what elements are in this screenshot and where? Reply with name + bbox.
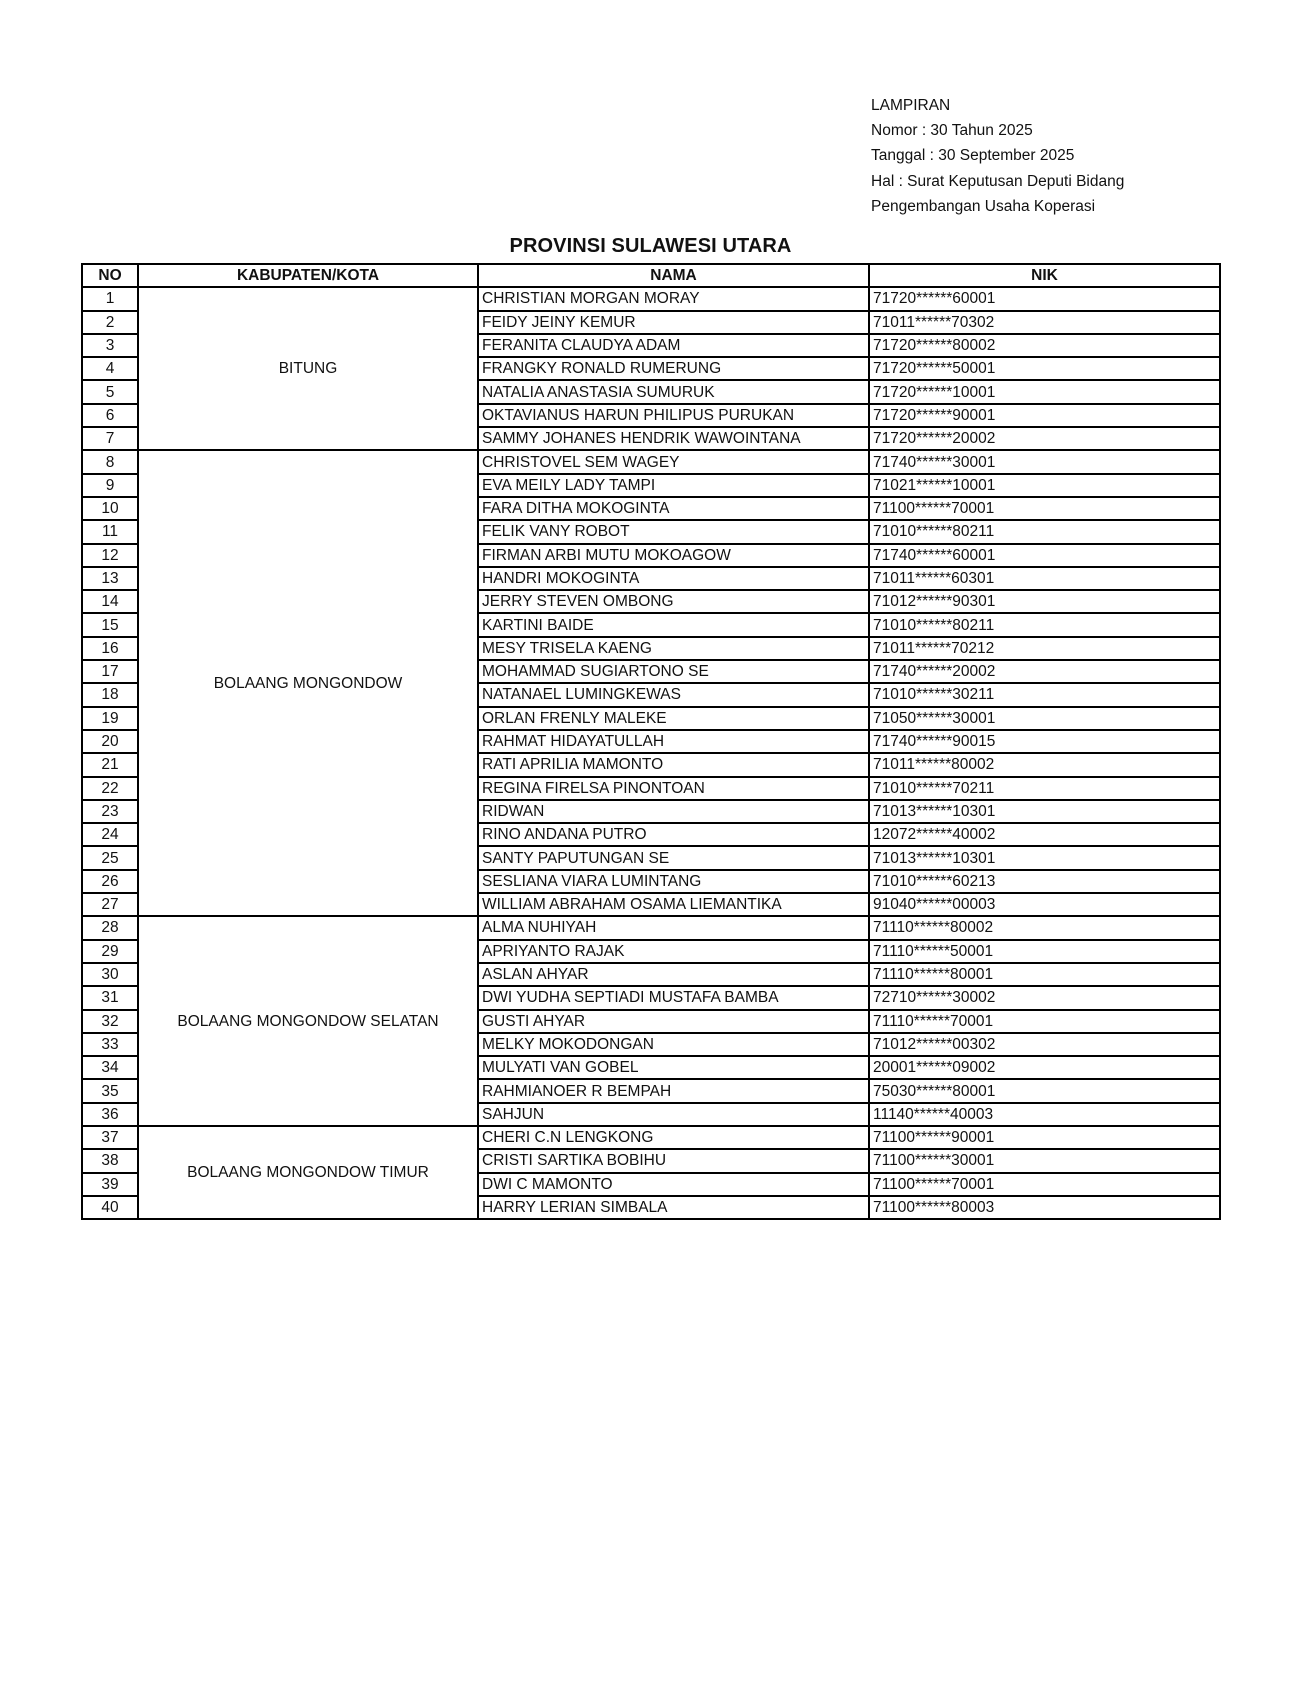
nik-cell: 71110******50001	[869, 940, 1220, 963]
nik-cell: 71010******80211	[869, 613, 1220, 636]
nik-cell: 71720******20002	[869, 427, 1220, 450]
nama-cell: NATANAEL LUMINGKEWAS	[478, 683, 869, 706]
nik-cell: 71100******90001	[869, 1126, 1220, 1149]
row-number: 40	[82, 1196, 138, 1219]
row-number: 39	[82, 1173, 138, 1196]
nama-cell: DWI C MAMONTO	[478, 1173, 869, 1196]
nik-cell: 71740******30001	[869, 450, 1220, 473]
nama-cell: JERRY STEVEN OMBONG	[478, 590, 869, 613]
nik-cell: 11140******40003	[869, 1103, 1220, 1126]
nik-cell: 71021******10001	[869, 474, 1220, 497]
row-number: 12	[82, 544, 138, 567]
nama-cell: FERANITA CLAUDYA ADAM	[478, 334, 869, 357]
row-number: 23	[82, 800, 138, 823]
nama-cell: DWI YUDHA SEPTIADI MUSTAFA BAMBA	[478, 986, 869, 1009]
row-number: 14	[82, 590, 138, 613]
row-number: 37	[82, 1126, 138, 1149]
header-no: NO	[82, 264, 138, 287]
nama-cell: NATALIA ANASTASIA SUMURUK	[478, 380, 869, 403]
nik-cell: 71013******10301	[869, 800, 1220, 823]
province-title: PROVINSI SULAWESI UTARA	[509, 235, 792, 257]
nik-cell: 71100******70001	[869, 497, 1220, 520]
nama-cell: MESY TRISELA KAENG	[478, 637, 869, 660]
row-number: 26	[82, 870, 138, 893]
nik-cell: 71013******10301	[869, 846, 1220, 869]
nik-cell: 71011******70212	[869, 637, 1220, 660]
row-number: 31	[82, 986, 138, 1009]
nama-cell: KARTINI BAIDE	[478, 613, 869, 636]
row-number: 38	[82, 1149, 138, 1172]
table-row	[82, 450, 1220, 473]
row-number: 9	[82, 474, 138, 497]
nama-cell: RAHMAT HIDAYATULLAH	[478, 730, 869, 753]
kabupaten-cell: BOLAANG MONGONDOW SELATAN	[138, 916, 478, 1126]
row-number: 18	[82, 683, 138, 706]
row-number: 4	[82, 357, 138, 380]
table-body	[82, 287, 1220, 1219]
nik-cell: 71720******10001	[869, 380, 1220, 403]
nama-cell: CHERI C.N LENGKONG	[478, 1126, 869, 1149]
row-number: 24	[82, 823, 138, 846]
row-number: 2	[82, 311, 138, 334]
row-number: 5	[82, 380, 138, 403]
header-nama: NAMA	[478, 264, 869, 287]
nama-cell: EVA MEILY LADY TAMPI	[478, 474, 869, 497]
row-number: 27	[82, 893, 138, 916]
nama-cell: FELIK VANY ROBOT	[478, 520, 869, 543]
nik-cell: 71720******90001	[869, 404, 1220, 427]
row-number: 3	[82, 334, 138, 357]
nik-cell: 71011******70302	[869, 311, 1220, 334]
table-header-row	[82, 264, 1220, 287]
nik-cell: 71110******80001	[869, 963, 1220, 986]
recipient-table	[81, 263, 1221, 1220]
kabupaten-cell: BITUNG	[138, 287, 478, 450]
row-number: 28	[82, 916, 138, 939]
nama-cell: FIRMAN ARBI MUTU MOKOAGOW	[478, 544, 869, 567]
nama-cell: REGINA FIRELSA PINONTOAN	[478, 777, 869, 800]
nama-cell: MULYATI VAN GOBEL	[478, 1056, 869, 1079]
row-number: 17	[82, 660, 138, 683]
row-number: 25	[82, 846, 138, 869]
nomor-line: Nomor : 30 Tahun 2025	[871, 122, 1033, 140]
row-number: 11	[82, 520, 138, 543]
page-title	[0, 235, 1301, 258]
nama-cell: RAHMIANOER R BEMPAH	[478, 1079, 869, 1102]
nik-cell: 71010******70211	[869, 777, 1220, 800]
nama-cell: WILLIAM ABRAHAM OSAMA LIEMANTIKA	[478, 893, 869, 916]
nama-cell: APRIYANTO RAJAK	[478, 940, 869, 963]
nik-cell: 71740******60001	[869, 544, 1220, 567]
nama-cell: ORLAN FRENLY MALEKE	[478, 707, 869, 730]
nik-cell: 71720******50001	[869, 357, 1220, 380]
nik-cell: 71720******80002	[869, 334, 1220, 357]
nik-cell: 71012******00302	[869, 1033, 1220, 1056]
row-number: 30	[82, 963, 138, 986]
nama-cell: SESLIANA VIARA LUMINTANG	[478, 870, 869, 893]
nik-cell: 20001******09002	[869, 1056, 1220, 1079]
nik-cell: 71100******80003	[869, 1196, 1220, 1219]
nama-cell: SANTY PAPUTUNGAN SE	[478, 846, 869, 869]
nik-cell: 71740******20002	[869, 660, 1220, 683]
row-number: 36	[82, 1103, 138, 1126]
nik-cell: 71010******30211	[869, 683, 1220, 706]
row-number: 8	[82, 450, 138, 473]
tanggal-line: Tanggal : 30 September 2025	[871, 147, 1075, 165]
nik-cell: 71011******80002	[869, 753, 1220, 776]
nama-cell: CHRISTIAN MORGAN MORAY	[478, 287, 869, 310]
row-number: 33	[82, 1033, 138, 1056]
table-row	[82, 287, 1220, 310]
nik-cell: 71110******80002	[869, 916, 1220, 939]
row-number: 10	[82, 497, 138, 520]
kabupaten-cell: BOLAANG MONGONDOW	[138, 450, 478, 916]
row-number: 21	[82, 753, 138, 776]
nama-cell: HARRY LERIAN SIMBALA	[478, 1196, 869, 1219]
nama-cell: SAHJUN	[478, 1103, 869, 1126]
hal-line: Hal : Surat Keputusan Deputi Bidang	[871, 172, 1125, 190]
table-row	[82, 1126, 1220, 1149]
header-nik: NIK	[869, 264, 1220, 287]
nik-cell: 71010******60213	[869, 870, 1220, 893]
nama-cell: RATI APRILIA MAMONTO	[478, 753, 869, 776]
row-number: 19	[82, 707, 138, 730]
nama-cell: FEIDY JEINY KEMUR	[478, 311, 869, 334]
nik-cell: 12072******40002	[869, 823, 1220, 846]
nama-cell: HANDRI MOKOGINTA	[478, 567, 869, 590]
nama-cell: FRANGKY RONALD RUMERUNG	[478, 357, 869, 380]
nama-cell: MOHAMMAD SUGIARTONO SE	[478, 660, 869, 683]
nik-cell: 71050******30001	[869, 707, 1220, 730]
nama-cell: SAMMY JOHANES HENDRIK WAWOINTANA	[478, 427, 869, 450]
nama-cell: MELKY MOKODONGAN	[478, 1033, 869, 1056]
hal-line-continued: Pengembangan Usaha Koperasi	[871, 197, 1096, 215]
nik-cell: 71100******70001	[869, 1173, 1220, 1196]
header-kabupaten: KABUPATEN/KOTA	[138, 264, 478, 287]
row-number: 15	[82, 613, 138, 636]
nama-cell: RINO ANDANA PUTRO	[478, 823, 869, 846]
row-number: 16	[82, 637, 138, 660]
row-number: 13	[82, 567, 138, 590]
nama-cell: FARA DITHA MOKOGINTA	[478, 497, 869, 520]
nik-cell: 71740******90015	[869, 730, 1220, 753]
row-number: 29	[82, 940, 138, 963]
nik-cell: 71720******60001	[869, 287, 1220, 310]
nik-cell: 91040******00003	[869, 893, 1220, 916]
nama-cell: GUSTI AHYAR	[478, 1010, 869, 1033]
lampiran-block	[871, 93, 1124, 219]
nik-cell: 71010******80211	[869, 520, 1220, 543]
row-number: 6	[82, 404, 138, 427]
nik-cell: 71100******30001	[869, 1149, 1220, 1172]
nama-cell: ASLAN AHYAR	[478, 963, 869, 986]
row-number: 20	[82, 730, 138, 753]
nama-cell: ALMA NUHIYAH	[478, 916, 869, 939]
lampiran-label: LAMPIRAN	[871, 97, 951, 114]
nik-cell: 71011******60301	[869, 567, 1220, 590]
nama-cell: CHRISTOVEL SEM WAGEY	[478, 450, 869, 473]
row-number: 34	[82, 1056, 138, 1079]
row-number: 7	[82, 427, 138, 450]
row-number: 32	[82, 1010, 138, 1033]
nama-cell: RIDWAN	[478, 800, 869, 823]
table-row	[82, 916, 1220, 939]
row-number: 1	[82, 287, 138, 310]
nik-cell: 75030******80001	[869, 1079, 1220, 1102]
nik-cell: 71012******90301	[869, 590, 1220, 613]
nama-cell: OKTAVIANUS HARUN PHILIPUS PURUKAN	[478, 404, 869, 427]
row-number: 35	[82, 1079, 138, 1102]
kabupaten-cell: BOLAANG MONGONDOW TIMUR	[138, 1126, 478, 1219]
nik-cell: 71110******70001	[869, 1010, 1220, 1033]
row-number: 22	[82, 777, 138, 800]
nik-cell: 72710******30002	[869, 986, 1220, 1009]
nama-cell: CRISTI SARTIKA BOBIHU	[478, 1149, 869, 1172]
